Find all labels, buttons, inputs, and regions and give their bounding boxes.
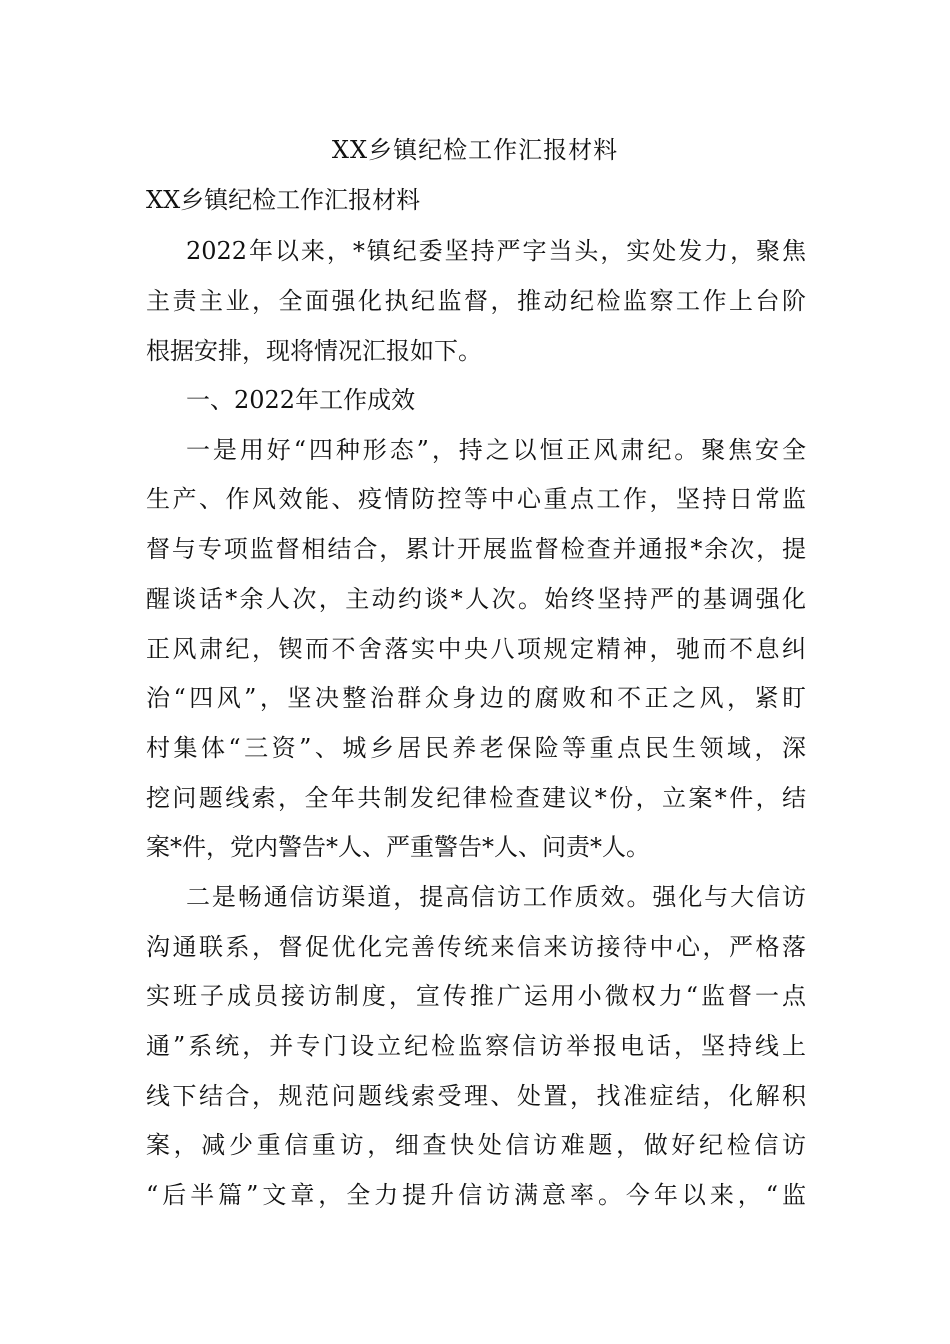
section-heading-1: 一、2022年工作成效	[186, 386, 416, 414]
paragraph-2-line-6: 治“四风”，坚决整治群众身边的腐败和不正之风，紧盯	[146, 684, 806, 712]
paragraph-3-line-1: 二是畅通信访渠道，提高信访工作质效。强化与大信访	[186, 883, 806, 911]
paragraph-2-line-4: 醒谈话*余人次，主动约谈*人次。始终坚持严的基调强化	[146, 585, 806, 613]
paragraph-2-line-1: 一是用好“四种形态”，持之以恒正风肃纪。聚焦安全	[186, 436, 806, 464]
paragraph-3-line-4: 通”系统，并专门设立纪检监察信访举报电话，坚持线上	[146, 1032, 806, 1060]
paragraph-2-line-5: 正风肃纪，锲而不舍落实中央八项规定精神，驰而不息纠	[146, 635, 806, 663]
document-subtitle: XX乡镇纪检工作汇报材料	[146, 186, 421, 214]
paragraph-1-line-2: 主责主业，全面强化执纪监督，推动纪检监察工作上台阶	[146, 287, 806, 315]
paragraph-3-line-3: 实班子成员接访制度，宣传推广运用小微权力“监督一点	[146, 982, 806, 1010]
paragraph-3-line-7: “后半篇”文章，全力提升信访满意率。今年以来，“监	[146, 1181, 806, 1209]
paragraph-3-line-5: 线下结合，规范问题线索受理、处置，找准症结，化解积	[146, 1082, 806, 1110]
document-title: XX乡镇纪检工作汇报材料	[331, 136, 619, 164]
paragraph-1-line-1: 2022年以来，*镇纪委坚持严字当头，实处发力，聚焦	[186, 237, 806, 265]
paragraph-2-line-8: 挖问题线索，全年共制发纪律检查建议*份，立案*件，结	[146, 784, 806, 812]
paragraph-2-line-2: 生产、作风效能、疫情防控等中心重点工作，坚持日常监	[146, 485, 806, 513]
paragraph-2-line-7: 村集体“三资”、城乡居民养老保险等重点民生领域，深	[146, 734, 806, 762]
paragraph-1-line-3: 根据安排，现将情况汇报如下。	[146, 337, 482, 365]
paragraph-3-line-2: 沟通联系，督促优化完善传统来信来访接待中心，严格落	[146, 933, 806, 961]
paragraph-2-line-3: 督与专项监督相结合，累计开展监督检查并通报*余次，提	[146, 535, 806, 563]
paragraph-2-line-9: 案*件，党内警告*人、严重警告*人、问责*人。	[146, 833, 650, 861]
paragraph-3-line-6: 案，减少重信重访，细查快处信访难题，做好纪检信访	[146, 1131, 806, 1159]
